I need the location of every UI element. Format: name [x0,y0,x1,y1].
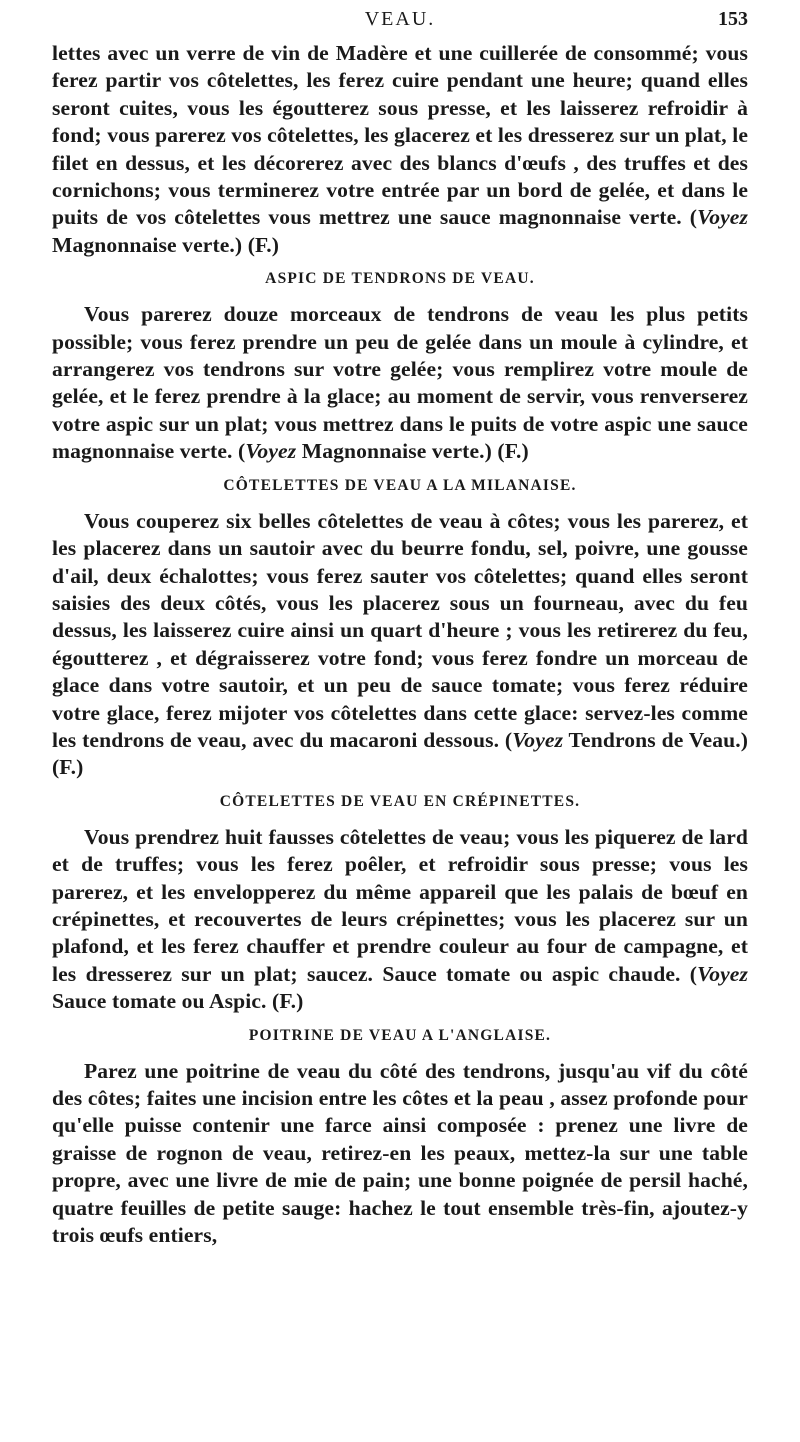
reference-target: Sauce tomate ou Aspic. (F.) [52,989,304,1014]
section-heading-aspic-tendrons: ASPIC DE TENDRONS DE VEAU. [265,270,535,288]
reference-voyez: Voyez [697,961,748,986]
reference-voyez: Voyez [697,205,748,230]
paragraph-cotelettes-crepinettes: Vous prendrez huit fausses côtelettes de veau; vous les piquerez de lard et de truffes; vous les ferez poêler, et refroidir sous presse; vous les parerez, et les envelopperez du même appareil que les palais de bœuf en crépinettes, et recouvertes de leurs crépinettes; vous les placerez sur un plafond, et les ferez chauffer et prendre couleur au four de campagne, et les dresserez sur un plat; saucez. Sauce tomate ou aspic chaude. (Voyez Sauce tomate ou Aspic. (F.) [52,824,748,1014]
paragraph-cotelettes-milanaise: Vous couperez six belles côtelettes de veau à côtes; vous les parerez, et les placerez dans un sautoir avec du beurre fondu, sel, poivre, une gousse d'ail, deux échalottes; vous ferez sauter vos côtelettes; quand elles seront saisies des deux côtés, vous les placerez sous un fourneau, avec du feu dessus, les laisserez cuire ainsi un quart d'heure ; vous les retirerez du feu, égoutterez , et dégraisserez votre fond; vous ferez fondre un morceau de glace dans votre sautoir, et un peu de sauce tomate; vous ferez réduire votre glace, ferez mijoter vos côtelettes dans cette glace: servez-les comme les tendrons de veau, avec du macaroni dessous. (Voyez Tendrons de Veau.) (F.) [52,508,748,780]
reference-target: Tendrons de Veau.) (F.) [52,727,748,780]
section-heading-cotelettes-milanaise: CÔTELETTES DE VEAU A LA MILANAISE. [223,476,577,494]
section-heading-poitrine-anglaise: POITRINE DE VEAU A L'ANGLAISE. [248,1026,552,1044]
section-heading-cotelettes-crepinettes: CÔTELETTES DE VEAU EN CRÉPINETTES. [219,792,581,810]
paragraph-text: Vous parerez douze morceaux de tendrons de veau les plus petits possible; vous ferez prendre un peu de gelée dans un moule à cylindre, et arrangerez vos tendrons sur votre gelée; vous remplirez votre moule de gelée, et le ferez prendre à la glace; au moment de servir, vous renverserez votre aspic sur un plat; vous mettrez dans le puits de votre aspic une sauce magnonnaise verte. [52,302,748,464]
paragraph-text: Vous prendrez huit fausses côtelettes de veau; vous les piquerez de lard et de truffes; vous les ferez poêler, et refroidir sous presse; vous les parerez, et les envelopperez du même appareil que les palais de bœuf en crépinettes, et recouvertes de leurs crépinettes; vous les placerez sur un plafond, et les ferez chauffer et prendre couleur au four de campagne, et les dresserez sur un plat; saucez. Sauce tomate ou aspic chaude. [52,824,748,986]
reference-voyez: Voyez [245,439,297,464]
paragraph-text: lettes avec un verre de vin de Madère et une cuillerée de consommé; vous ferez partir vos côtelettes, les ferez cuire pendant une heure; quand elles seront cuites, vous les égoutterez sous presse, et les laisserez refroidir à fond; vous parerez vos côtelettes, les glacerez et les dresserez sur un plat, le filet en dessus, et les décorerez avec des blancs d'œufs , des truffes et des cornichons; vous terminerez votre entrée par un bord de gelée, et dans le puits de vos côtelettes vous mettrez une sauce magnonnaise verte. [52,41,748,230]
page-number: 153 [718,8,748,30]
paragraph-text: Parez une poitrine de veau du côté des tendrons, jusqu'au vif du côté des côtes; faites une incision entre les côtes et la peau , assez profonde pour qu'elle puisse contenir une farce ainsi composée : prenez une livre de graisse de rognon de veau, retirez-en les peaux, mettez-la sur une table propre, avec une livre de mie de pain; une bonne poignée de persil haché, quatre feuilles de petite sauge: hachez le tout ensemble très-fin, ajoutez-y trois œufs entiers, [52,1058,748,1248]
page-content [52,40,748,1249]
reference-target: Magnonnaise verte.) (F.) [52,232,280,257]
paragraph-text: Vous couperez six belles côtelettes de veau à côtes; vous les parerez, et les placerez dans un sautoir avec du beurre fondu, sel, poivre, une gousse d'ail, deux échalottes; vous ferez sauter vos côtelettes; quand elles seront saisies des deux côtés, vous les placerez sous un fourneau, avec du feu dessus, les laisserez cuire ainsi un quart d'heure ; vous les retirerez du feu, égoutterez , et dégraisserez votre fond; vous ferez fondre un morceau de glace dans votre sautoir, et un peu de sauce tomate; vous ferez réduire votre glace, ferez mijoter vos côtelettes dans cette glace: servez-les comme les tendrons de veau, avec du macaroni dessous. [52,508,748,752]
running-head [52,8,748,38]
paragraph-poitrine-anglaise [52,1058,748,1250]
reference-target: Magnonnaise verte.) (F.) [301,439,529,464]
paragraph-aspic-tendrons: Vous parerez douze morceaux de tendrons de veau les plus petits possible; vous ferez prendre un peu de gelée dans un moule à cylindre, et arrangerez vos tendrons sur votre gelée; vous remplirez votre moule de gelée, et le ferez prendre à la glace; au moment de servir, vous renverserez votre aspic sur un plat; vous mettrez dans le puits de votre aspic une sauce magnonnaise verte. (Voyez Magnonnaise verte.) (F.) [52,302,748,464]
running-title: VEAU. [364,8,436,30]
reference-voyez: Voyez [512,727,564,752]
paragraph-continuation: lettes avec un verre de vin de Madère et une cuillerée de consommé; vous ferez partir vos côtelettes, les ferez cuire pendant une heure; quand elles seront cuites, vous les égoutterez sous presse, et les laisserez refroidir à fond; vous parerez vos côtelettes, les glacerez et les dresserez sur un plat, le filet en dessus, et les décorerez avec des blancs d'œufs , des truffes et des cornichons; vous terminerez votre entrée par un bord de gelée, et dans le puits de vos côtelettes vous mettrez une sauce magnonnaise verte. (Voyez Magnonnaise verte.) (F.) [52,41,748,257]
